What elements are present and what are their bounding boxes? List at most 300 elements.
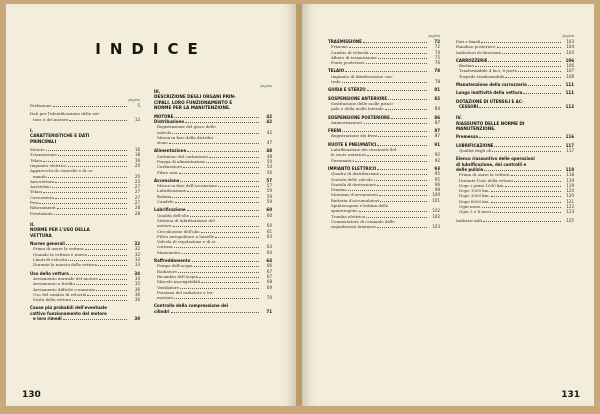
entry-page-number: 106 [565, 57, 574, 63]
entry-page-number: 108 [566, 73, 574, 79]
dot-leader [218, 186, 259, 187]
dot-leader [178, 272, 259, 273]
dot-leader [479, 137, 561, 138]
entry-page-number: 75 [434, 54, 440, 60]
entry-page-number: 34 [134, 275, 140, 281]
entry-page-number: 57 [266, 177, 272, 183]
dot-leader [179, 173, 260, 174]
dot-leader [378, 58, 427, 59]
dot-leader [175, 202, 259, 203]
col-header: pagina [260, 84, 272, 88]
entry-title: Carrozzeria [30, 194, 54, 200]
entry-page-number: 33 [134, 257, 140, 263]
entry-page-number: 18 [134, 152, 140, 158]
entry-page-number: 23 [134, 178, 140, 184]
dot-leader [491, 202, 561, 203]
dot-leader [366, 217, 427, 218]
entry-title: Telaio [30, 157, 43, 163]
dot-leader [349, 47, 427, 48]
dot-leader [370, 53, 427, 54]
entry-title: le ruote anteriori [331, 152, 366, 158]
entry-title: IMPIANTO ELETTRICO [328, 165, 377, 171]
dot-leader [88, 255, 127, 256]
entry-title: Qualità dell'olio [157, 212, 190, 218]
dot-leader [187, 191, 259, 192]
dot-leader [491, 196, 561, 197]
entry-title: Ponte posteriore [331, 60, 365, 66]
entry-page-number: 112 [565, 103, 574, 109]
dot-leader [494, 146, 561, 147]
entry-title: Accensione [154, 177, 180, 183]
entry-page-number: 100 [432, 192, 440, 198]
dot-leader [355, 161, 427, 162]
entry-page-number: 32 [134, 241, 140, 247]
dot-leader [57, 208, 127, 209]
dot-leader [180, 288, 259, 289]
entry-title: Pompa di alimentazione [157, 159, 206, 164]
entry-title: cilindri [154, 308, 170, 314]
entry-page-number: 78 [434, 68, 440, 74]
dot-leader [377, 227, 427, 228]
entry-page-number: 64 [266, 249, 272, 255]
entry-title: Scatola delle valvole [331, 176, 373, 182]
index-title: INDICE [95, 40, 207, 58]
entry-title: Durante la marcia della vettura [33, 262, 97, 268]
dot-leader [192, 261, 259, 262]
dot-leader [367, 90, 427, 91]
entry-title: Distribuzione [154, 118, 185, 124]
entry-title: Avviamento a freddo [33, 281, 75, 287]
entry-page-number: 27 [134, 189, 140, 195]
entry-title: Durante l'uso della vettura [459, 177, 514, 183]
dot-leader [363, 42, 427, 43]
page-number-left: 130 [22, 390, 41, 400]
col-header: pagina [128, 98, 140, 102]
dot-leader [55, 182, 127, 183]
entry-title: Commutatore di comando delle [331, 218, 395, 224]
dot-leader [359, 211, 427, 212]
dot-leader [492, 212, 561, 213]
entry-title: Lunga inattività della vettura [456, 90, 523, 96]
dot-leader [342, 131, 427, 132]
dot-leader [187, 210, 259, 211]
entry-page-number: 19 [134, 157, 140, 163]
dot-leader [199, 277, 259, 278]
entry-page-number: 116 [565, 134, 574, 140]
section-heading: CARATTERISTICHE E DATI [30, 133, 90, 139]
entry-title: Manutenzione della carrozzeria [456, 82, 527, 88]
entry-page-number: 67 [266, 268, 272, 274]
entry-title: Uso della vettura [30, 270, 69, 276]
dot-leader [528, 85, 561, 86]
entry-page-number: 123 [566, 209, 574, 215]
entry-title: Quadro di distribuzione [331, 171, 380, 177]
entry-page-number: 84 [434, 106, 440, 112]
entry-page-number: 50 [266, 159, 272, 164]
entry-page-number: 119 [566, 182, 574, 188]
entry-title: Bobina [157, 193, 172, 199]
dot-leader [391, 118, 427, 119]
entry-page-number: 66 [266, 263, 272, 269]
entry-page-number: 106 [566, 63, 574, 69]
entry-title: Trasformabile 4 luci, 6 porte [459, 68, 518, 74]
entry-title: TRASMISSIONE [328, 39, 362, 44]
dot-leader [173, 226, 260, 227]
entry-title: Tromba elettrica [331, 213, 366, 219]
entry-title: Dopo 3000 km. [459, 193, 490, 199]
section-heading: MANUTENZIONE. [456, 126, 496, 132]
entry-title: Ogni 3 o 4 mesi [459, 209, 491, 215]
entry-title: TELAIO [328, 68, 344, 74]
entry-title: Manometro [157, 249, 181, 255]
index-entry [328, 224, 440, 229]
entry-title: Autovettura [30, 178, 55, 184]
entry-page-number: 42 [266, 113, 272, 119]
entry-page-number: 82 [434, 95, 440, 101]
entry-page-number: 64 [266, 258, 272, 264]
dot-leader [388, 99, 427, 100]
entry-page-number: 111 [565, 82, 574, 88]
entry-title: Lubrificazione [157, 188, 187, 194]
entry-page-number: 72 [434, 44, 440, 50]
entry-title: Cambio di velocità [331, 49, 369, 55]
entry-title: Registrazione dei freni [331, 133, 378, 139]
entry-page-number: 98 [434, 187, 440, 193]
dot-leader [482, 207, 561, 208]
entry-title: tura e del motore [33, 116, 69, 122]
entry-page-number: 59 [266, 193, 272, 199]
dot-leader [169, 143, 259, 144]
left-col-1 [30, 98, 140, 321]
entry-title: Sostituzione delle molle princi- [331, 100, 395, 106]
dot-leader [342, 82, 427, 83]
dot-leader [72, 300, 127, 301]
dot-leader [87, 295, 127, 296]
dot-leader [201, 282, 259, 283]
entry-page-number: 27 [134, 194, 140, 200]
entry-page-number: 48 [266, 148, 272, 154]
entry-page-number: 60 [266, 223, 272, 229]
dot-leader [201, 232, 259, 233]
dot-leader [39, 203, 127, 204]
section-heading: VETTURA [30, 232, 52, 238]
entry-title: Ricambio dell'acqua [157, 273, 198, 279]
section-heading: NORME PER L'USO DELLA [30, 227, 90, 233]
dot-leader [378, 136, 427, 137]
entry-page-number: 92 [434, 152, 440, 158]
entry-page-number: 70 [266, 295, 272, 301]
entry-page-number: 78 [434, 79, 440, 85]
entry-title: curezza [157, 244, 173, 250]
entry-page-number: 111 [565, 90, 574, 96]
dot-leader [479, 107, 561, 108]
entry-title: Dati per l'identificazione della vet- [30, 111, 100, 117]
entry-title: Trasmissione [30, 152, 57, 158]
entry-title: mando [33, 173, 47, 179]
dot-leader [58, 155, 127, 156]
entry-page-number: 42 [266, 118, 272, 124]
entry-page-number: 125 [566, 217, 574, 223]
dot-leader [348, 190, 427, 191]
section-heading: RIASSUNTO DELLE NORME DI [456, 120, 525, 126]
entry-title: mostato [157, 295, 174, 301]
entry-page-number: 59 [266, 199, 272, 205]
dot-leader [483, 221, 561, 222]
entry-page-number: 35 [134, 281, 140, 287]
entry-title: Spinterogeno e bobina dello [331, 203, 389, 209]
entry-page-number: 101 [432, 197, 440, 203]
entry-page-number: 103 [432, 224, 440, 230]
index-entry [456, 218, 574, 223]
dot-leader [206, 162, 259, 163]
entry-title: Motore [30, 147, 45, 153]
entry-page-number: 107 [566, 68, 574, 74]
entry-page-number: 95 [434, 176, 440, 182]
entry-page-number: 93 [434, 165, 440, 171]
entry-title: Pneumatici [331, 157, 354, 163]
entry-page-number: 32 [134, 246, 140, 252]
entry-page-number: 81 [434, 87, 440, 93]
entry-title: Rifornimenti [30, 205, 56, 211]
entry-title: Fanalino posteriore [456, 44, 496, 50]
entry-title: SOSPENSIONE POSTERIORE [328, 114, 390, 120]
col-header: pagina [562, 34, 574, 38]
entry-title: Avviamento normale del motore [33, 275, 98, 281]
entry-page-number: 60 [266, 207, 272, 213]
entry-page-number: 117 [565, 142, 574, 148]
entry-title: Dopo 6000 km. [459, 198, 490, 204]
entry-title: Ogni mese [459, 204, 481, 210]
entry-page-number: 87 [434, 128, 440, 134]
entry-page-number: 118 [566, 172, 574, 178]
entry-page-number: 16 [134, 147, 140, 153]
dot-leader [185, 122, 259, 123]
entry-page-number: 33 [134, 262, 140, 268]
entry-page-number: 103 [566, 39, 574, 44]
entry-title: e loro rimedi [33, 316, 62, 322]
dot-leader [377, 185, 427, 186]
entry-title: Radiatore [157, 268, 178, 274]
entry-page-number: 48 [266, 153, 272, 159]
section-heading: CIPALI. LORO FUNZIONAMENTO E [154, 99, 233, 105]
entry-title: CARROZZERIE [456, 57, 488, 63]
dot-leader [180, 181, 259, 182]
entry-title: Ammortizzatori [331, 119, 363, 125]
dot-leader [380, 201, 427, 202]
dot-leader [497, 47, 561, 48]
entry-title: segnalazioni luminose [331, 224, 376, 230]
entry-title: Candele [157, 199, 174, 205]
entry-page-number: 69 [266, 284, 272, 290]
dot-leader [345, 71, 427, 72]
entry-title: Batteria d'accumulatori [331, 197, 380, 203]
entry-page-number: 32 [134, 251, 140, 257]
entry-page-number: 76 [434, 60, 440, 66]
left-page [6, 4, 296, 406]
dot-leader [511, 175, 561, 176]
entry-title: Filtro autopulitore a lamelle [157, 233, 215, 239]
section-heading: NORME PER LA MANUTENZIONE. [154, 105, 231, 111]
index-entry [30, 316, 140, 321]
entry-title: Persiana del radiatore e ter- [157, 289, 215, 295]
dot-leader [70, 274, 127, 275]
entry-title: MOTORE [154, 113, 174, 119]
entry-title: Albero di trasmissione [331, 54, 377, 60]
left-col-2 [154, 84, 272, 314]
dot-leader [484, 170, 561, 171]
entry-title: Limiti di velocità [33, 257, 68, 263]
entry-title: Uso del cambio di velocità [33, 291, 87, 297]
dot-leader [66, 244, 127, 245]
dot-leader [54, 214, 127, 215]
entry-title: RUOTE E PNEUMATICI [328, 141, 377, 147]
entry-page-number: 74 [434, 49, 440, 55]
entry-title: Dopo 1000 km. [459, 188, 490, 194]
entry-page-number: 59 [266, 188, 272, 194]
entry-title: trale [331, 79, 341, 85]
dot-leader [366, 63, 427, 64]
entry-page-number: 38 [134, 316, 140, 322]
entry-page-number: 28 [134, 210, 140, 216]
entry-title: Fari e fanali [456, 39, 481, 44]
dot-leader [98, 265, 127, 266]
entry-title: Lubrificazione dei cuscinetti del- [331, 147, 398, 153]
entry-title: motore [157, 223, 172, 229]
entry-page-number: 63 [266, 233, 272, 239]
right-col-2 [456, 34, 574, 223]
entry-page-number: 122 [566, 204, 574, 210]
entry-title: Qualità degli oli [459, 148, 492, 154]
entry-page-number: 102 [432, 213, 440, 219]
section-heading: DESCRIZIONE DEGLI ORGANI PRIN- [154, 94, 236, 100]
entry-title: Pesi [30, 200, 39, 206]
entry-title: Premessa [456, 134, 478, 140]
entry-title: Apparecchi di controllo e di co- [30, 168, 94, 174]
entry-page-number: 60 [266, 212, 272, 218]
entry-page-number: 120 [566, 188, 574, 194]
entry-title: GUIDA E STERZO [328, 87, 366, 93]
entry-title: valvole [157, 129, 172, 135]
entry-title: Messa in fase della distribu- [157, 134, 215, 140]
index-entry [154, 309, 272, 314]
entry-page-number: 27 [134, 184, 140, 190]
entry-title: pale e della molla laterale [331, 106, 384, 112]
entry-title: FRENI [328, 128, 342, 134]
dot-leader [48, 177, 127, 178]
dot-leader [183, 167, 259, 168]
entry-page-number: 67 [266, 273, 272, 279]
entry-title: Ventilatore [157, 284, 180, 290]
section-heading: III. [154, 89, 161, 94]
entry-title: Carburatore [157, 164, 183, 170]
entry-title: Elenco riassuntivo delle operazioni [456, 156, 535, 162]
dot-leader [385, 109, 427, 110]
entry-page-number: 121 [566, 198, 574, 204]
dot-leader [174, 298, 259, 299]
section-heading: II. [30, 221, 35, 227]
entry-title: Berlina [459, 63, 474, 69]
entry-title: DOTAZIONE DI UTENSILI E AC- [456, 98, 524, 104]
dot-leader [85, 249, 127, 250]
dot-leader [172, 133, 259, 134]
dot-leader [377, 169, 427, 170]
dot-leader [374, 180, 427, 181]
entry-page-number: 68 [266, 279, 272, 285]
dot-leader [475, 66, 561, 67]
dot-leader [514, 181, 561, 182]
entry-title: di lubrificazione, dei controlli e [456, 161, 527, 167]
entry-title: Dopo i primi 1000 km. [459, 182, 505, 188]
entry-page-number: 87 [434, 119, 440, 125]
col-header: pagina [428, 34, 440, 38]
dot-leader [194, 266, 259, 267]
entry-title: Motorino d'avviamento [331, 192, 378, 198]
entry-page-number: 47 [266, 140, 272, 146]
entry-title: Telaio [30, 189, 43, 195]
dot-leader [364, 123, 428, 124]
dot-leader [172, 197, 259, 198]
entry-title: SOSPENSIONE ANTERIORE [328, 95, 388, 101]
page-number-right: 131 [561, 390, 580, 400]
right-page [302, 4, 594, 406]
entry-page-number: 91 [434, 141, 440, 147]
entry-title: Filtro aria [157, 169, 178, 175]
entry-page-number: 120 [566, 193, 574, 199]
dot-leader [76, 284, 127, 285]
entry-page-number: 118 [565, 166, 574, 172]
dot-leader [488, 61, 561, 62]
entry-page-number: 36 [134, 291, 140, 297]
entry-title: LUBRIFICAZIONE [456, 142, 494, 148]
entry-page-number: 63 [266, 244, 272, 250]
entry-title: Norme generali [30, 241, 65, 247]
entry-title: Miscele incongelabili [157, 279, 201, 285]
right-col-1 [328, 34, 440, 230]
entry-page-number: 56 [266, 169, 272, 175]
dot-leader [96, 290, 127, 291]
entry-title: Serbatoio del carburante [157, 153, 208, 159]
entry-page-number: 86 [434, 114, 440, 120]
entry-title: Messa in fase dell'accensione [157, 183, 217, 189]
entry-title: Impianto elettrico [30, 163, 67, 168]
dot-leader [518, 71, 561, 72]
dot-leader [174, 247, 259, 248]
entry-title: Raffreddamento [154, 258, 191, 264]
dot-leader [174, 117, 259, 118]
entry-title: Prima di usare la vettura [33, 246, 84, 252]
entry-title: Impianto di lubrificazione cen- [331, 73, 394, 79]
entry-page-number: 71 [266, 308, 272, 314]
dot-leader [43, 192, 127, 193]
entry-page-number: 57 [266, 183, 272, 189]
dot-leader [69, 120, 127, 121]
dot-leader [63, 319, 127, 320]
entry-page-number: 36 [134, 297, 140, 303]
entry-title: Scatola di derivazione [331, 181, 376, 187]
entry-page-number: 87 [434, 133, 440, 139]
dot-leader [502, 53, 561, 54]
entry-title: Prima di usare la vettura [459, 172, 510, 178]
entry-title: Registrazione del gioco delle [157, 124, 216, 130]
section-heading: I. [30, 127, 34, 133]
entry-page-number: 28 [134, 205, 140, 211]
entry-page-number: 61 [266, 228, 272, 234]
entry-title: Alimentazione [154, 148, 187, 154]
entry-page-number: 95 [434, 171, 440, 177]
entry-title: Frizione [331, 44, 348, 50]
dot-leader [171, 312, 259, 313]
entry-title: Prestazioni [30, 210, 53, 216]
